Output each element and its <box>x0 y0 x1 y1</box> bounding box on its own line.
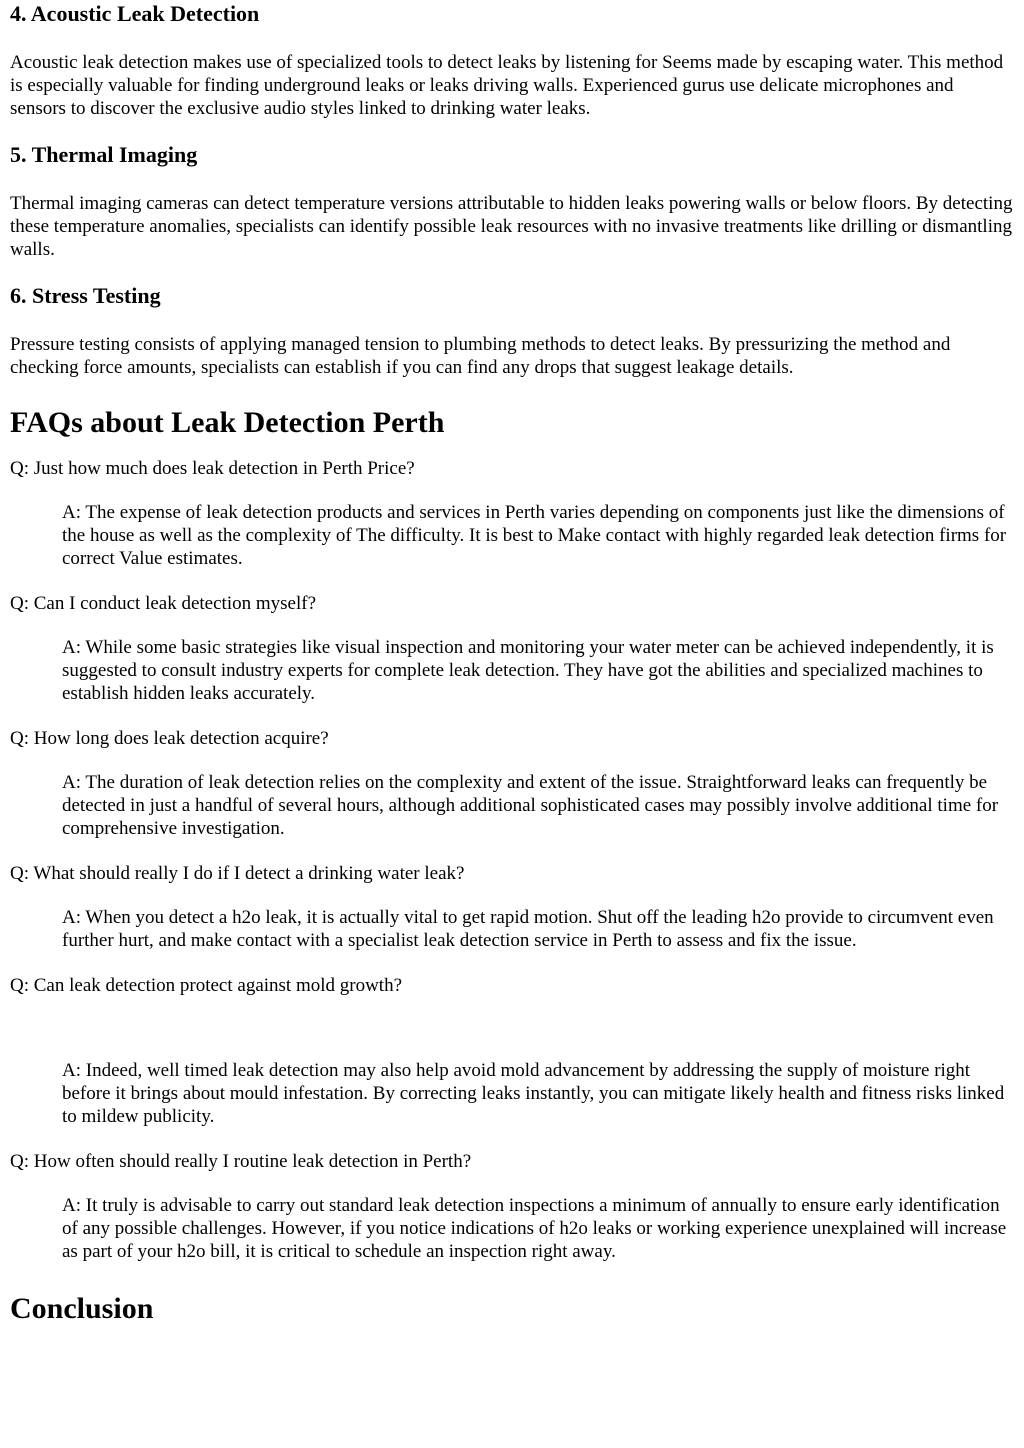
faq-question-cost: Q: Just how much does leak detection in Perth Price? <box>10 458 415 479</box>
section-body-acoustic: Acoustic leak detection makes use of specialized tools to detect leaks by listening for Seems made by escaping water. This method is especially valuable for finding underground leaks or leaks driving walls. Experienced gurus use delicate microphones and sensors to discover the exclusive audio styles linked to drinking water leaks. <box>10 52 1004 119</box>
faq-answer-mold: A: Indeed, well timed leak detection may also help avoid mold advancement by addressing the supply of moisture right before it brings about mould infestation. By correcting leaks instantly, you can mitigate likely health and fitness risks linked to mildew publicity. <box>62 1060 1005 1127</box>
faq-question-duration: Q: How long does leak detection acquire? <box>10 728 329 749</box>
section-heading-thermal: 5. Thermal Imaging <box>10 142 198 167</box>
faq-answer-diy: A: While some basic strategies like visual inspection and monitoring your water meter can be achieved independently, it is suggested to consult industry experts for complete leak detection. They have got the abilities and specialized machines to establish hidden leaks accurately. <box>62 637 994 704</box>
faq-question-detect-leak: Q: What should really I do if I detect a drinking water leak? <box>10 863 465 884</box>
faq-title: FAQs about Leak Detection Perth <box>10 406 445 439</box>
faq-answer-cost: A: The expense of leak detection products and services in Perth varies depending on components just like the dimensions of the house as well as the complexity of The difficulty. It is best to Make contact with highly regarded leak detection firms for correct Value estimates. <box>62 502 1007 569</box>
faq-question-diy: Q: Can I conduct leak detection myself? <box>10 593 317 614</box>
section-body-stress: Pressure testing consists of applying managed tension to plumbing methods to detect leaks. By pressurizing the method and checking force amounts, specialists can establish if you can find any drops that suggest leakage details. <box>10 334 951 378</box>
faq-answer-detect-leak: A: When you detect a h2o leak, it is actually vital to get rapid motion. Shut off the leading h2o provide to circumvent even further hurt, and make contact with a specialist leak detection service in Perth to assess and fix the issue. <box>62 907 994 951</box>
faq-answer-duration: A: The duration of leak detection relies on the complexity and extent of the issue. Straightforward leaks can frequently be detected in just a handful of several hours, although additional sophisticated cases may possibly involve additional time for comprehensive investigation. <box>62 772 999 839</box>
faq-answer-schedule: A: It truly is advisable to carry out standard leak detection inspections a minimum of annually to ensure early identification of any possible challenges. However, if you notice indications of h2o leaks or working experience unexplained will increase as part of your h2o bill, it is critical to schedule an inspection right away. <box>62 1195 1007 1262</box>
faq-question-mold: Q: Can leak detection protect against mold growth? <box>10 975 403 996</box>
section-body-thermal: Thermal imaging cameras can detect temperature versions attributable to hidden leaks powering walls or below floors. By detecting these temperature anomalies, specialists can identify possible leak resources with no invasive treatments like drilling or dismantling walls. <box>10 193 1013 260</box>
conclusion-title: Conclusion <box>10 1292 154 1325</box>
section-heading-acoustic: 4. Acoustic Leak Detection <box>10 1 260 26</box>
faq-question-schedule: Q: How often should really I routine leak detection in Perth? <box>10 1151 472 1172</box>
section-heading-stress: 6. Stress Testing <box>10 283 161 308</box>
